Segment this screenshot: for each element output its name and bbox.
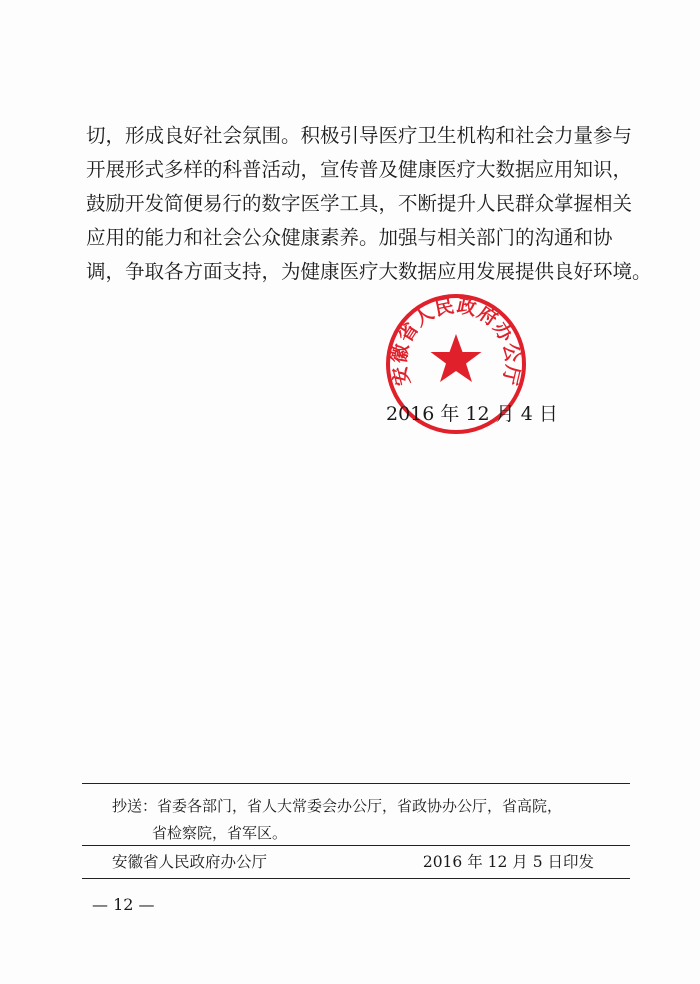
body-line: 应用的能力和社会公众健康素养。加强与相关部门的沟通和协 (86, 226, 613, 249)
body-paragraph (86, 119, 652, 289)
issuing-office: 安徽省人民政府办公厅 (112, 853, 268, 871)
signature-date: 2016 年 12 月 4 日 (386, 403, 558, 425)
cc-line: 抄送：省委各部门，省人大常委会办公厅，省政协办公厅，省高院， (112, 797, 563, 815)
cc-line: 省检察院，省军区。 (152, 824, 288, 842)
footer-mid-rule (82, 845, 630, 846)
issue-date: 2016 年 12 月 5 日印发 (422, 853, 594, 871)
footer-bottom-rule (82, 878, 630, 879)
footer-top-rule (82, 783, 630, 784)
body-line: 调，争取各方面支持，为健康医疗大数据应用发展提供良好环境。 (86, 260, 652, 283)
page-number: — 12 — (92, 895, 155, 914)
body-line: 开展形式多样的科普活动，宣传普及健康医疗大数据应用知识， (86, 158, 633, 181)
star-icon (431, 334, 482, 382)
cc-list (112, 793, 562, 847)
seal-text: 安徽省人民政府办公厅 (388, 294, 524, 388)
body-line: 鼓励开发简便易行的数字医学工具，不断提升人民群众掌握相关 (86, 192, 633, 215)
body-line: 切，形成良好社会氛围。积极引导医疗卫生机构和社会力量参与 (86, 124, 633, 147)
